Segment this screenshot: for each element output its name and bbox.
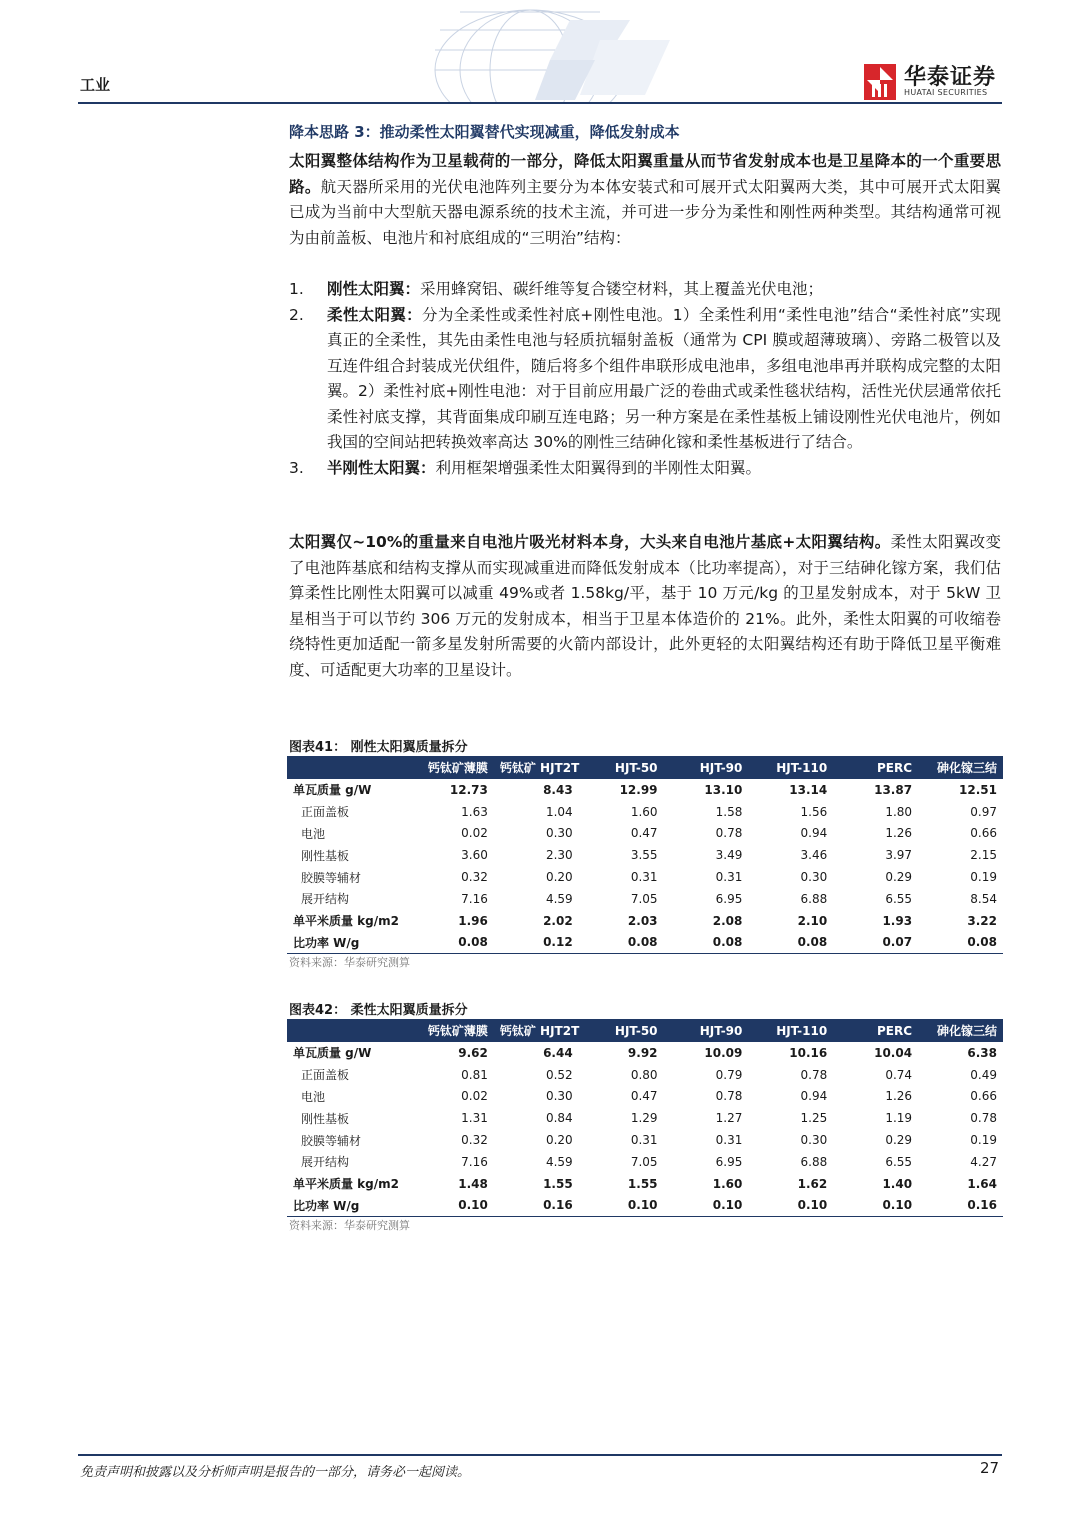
cell: 2.02: [543, 913, 573, 928]
page-number: 27: [980, 1459, 1000, 1477]
cell: 0.16: [494, 1195, 579, 1217]
cell: 0.08: [409, 932, 494, 954]
cell: 0.47: [630, 826, 658, 841]
cell: 0.80: [630, 1067, 658, 1082]
cell: 6.55: [885, 1154, 913, 1169]
table-row: [287, 910, 1003, 932]
section-title: 降本思路 3：推动柔性太阳翼替代实现减重，降低发射成本: [289, 123, 680, 141]
cell: 0.08: [579, 932, 664, 954]
cell: 12.51: [959, 782, 997, 797]
column-header: 砷化镓三结: [918, 756, 1003, 779]
list-item-text: 采用蜂窝铝、碳纤维等复合镂空材料，其上覆盖光伏电池；: [420, 280, 824, 298]
cell: 0.29: [885, 870, 913, 885]
column-header: [287, 756, 409, 779]
cell: 1.63: [461, 804, 488, 819]
cell: 0.66: [970, 826, 997, 841]
cell: 0.47: [630, 1089, 658, 1104]
cell: 6.88: [800, 891, 828, 906]
row-label: 正面盖板: [301, 805, 350, 820]
cell: 0.29: [885, 1133, 913, 1148]
footer-disclaimer: 免责声明和披露以及分析师声明是报告的一部分，请务必一起阅读。: [80, 1465, 471, 1480]
cell: 1.56: [800, 804, 828, 819]
paragraph-intro-text: 航天器所采用的光伏电池阵列主要分为本体安装式和可展开式太阳翼两大类，其中可展开式太阳翼已成为当前中大型航天器电源系统的技术主流，并可进一步分为柔性和刚性两种类型。其结构通常可视为由前盖板、电池片和衬底组成的“三明治”结构：: [289, 177, 1001, 247]
paragraph-weight: [289, 530, 1001, 683]
row-label: 电池: [301, 1089, 326, 1104]
table-header-row: [287, 1019, 1003, 1042]
cell: 0.07: [833, 932, 918, 954]
cell: 0.79: [715, 1067, 743, 1082]
row-label: 单平米质量 kg/m2: [293, 1177, 399, 1192]
row-label: 刚性基板: [301, 1111, 350, 1126]
row-label: 展开结构: [301, 1155, 350, 1170]
cell: 1.96: [458, 913, 488, 928]
table-flexible-wing-mass: [287, 1019, 1003, 1217]
cell: 0.31: [715, 870, 743, 885]
column-header: HJT-50: [579, 1019, 664, 1042]
cell: 4.59: [545, 891, 573, 906]
cell: 0.97: [970, 804, 997, 819]
cell: 0.19: [970, 1133, 997, 1148]
row-label: 展开结构: [301, 892, 350, 907]
row-label: 胶膜等辅材: [301, 1133, 362, 1148]
cell: 6.44: [543, 1045, 573, 1060]
table-row: [287, 844, 1003, 866]
table-row: [287, 1151, 1003, 1173]
column-header: 钙钛矿薄膜: [409, 1019, 494, 1042]
column-header: [287, 1019, 409, 1042]
cell: 3.46: [800, 848, 828, 863]
cell: 0.84: [545, 1111, 573, 1126]
cell: 4.27: [970, 1154, 997, 1169]
cell: 13.14: [789, 782, 828, 797]
row-label: 胶膜等辅材: [301, 870, 362, 885]
column-header: 钙钛矿 HJT2T: [494, 756, 579, 779]
cell: 1.64: [967, 1176, 997, 1191]
paragraph-intro-bold: 太阳翼整体结构作为卫星载荷的一部分，降低太阳翼重量从而节省发射成本也是卫星降本的一个重要思路。: [289, 152, 1001, 196]
table-row: [287, 823, 1003, 845]
row-label: 单瓦质量 g/W: [293, 783, 372, 798]
cell: 1.04: [545, 804, 573, 819]
cell: 0.31: [630, 870, 658, 885]
row-label: 单瓦质量 g/W: [293, 1046, 372, 1061]
list-item-term: 柔性太阳翼：: [327, 305, 422, 324]
cell: 10.16: [789, 1045, 828, 1060]
table-row: [287, 779, 1003, 801]
row-label: 单平米质量 kg/m2: [293, 914, 399, 929]
cell: 0.30: [545, 826, 573, 841]
cell: 1.55: [627, 1176, 658, 1191]
cell: 0.08: [664, 932, 749, 954]
column-header: PERC: [833, 756, 918, 779]
cell: 1.60: [712, 1176, 743, 1191]
cell: 3.55: [630, 848, 658, 863]
table-row: [287, 1086, 1003, 1108]
footer-divider: [78, 1454, 1002, 1456]
cell: 0.10: [833, 1195, 918, 1217]
paragraph-weight-text: 柔性太阳翼改变了电池阵基底和结构支撑从而实现减重进而降低发射成本（比功率提高），对于三结砷化镓方案，我们估算柔性比刚性太阳翼可以减重 49%或者 1.58kg/平，基于 10 万元/kg 的卫星发射成本，对于 5kW 卫星相当于可以节约 306 万元的发射成本，相当于卫星本体造价的 21%。此外，柔性太阳翼的可收缩卷绕特性更加适配一箭多星发射所需要的火箭内部设计，此外更轻的太阳翼结构还有助于降低卫星平衡难度、可适配更大功率的卫星设计。: [289, 533, 1001, 679]
cell: 6.95: [715, 1154, 743, 1169]
cell: 1.55: [543, 1176, 573, 1191]
table-row: [287, 932, 1003, 954]
cell: 2.08: [712, 913, 743, 928]
table-row: [287, 1173, 1003, 1195]
cell: 7.16: [461, 891, 488, 906]
cell: 2.10: [797, 913, 828, 928]
column-header: PERC: [833, 1019, 918, 1042]
cell: 1.19: [885, 1111, 913, 1126]
table-row: [287, 866, 1003, 888]
row-label: 比功率 W/g: [287, 1195, 409, 1217]
cell: 0.94: [800, 1089, 828, 1104]
cell: 0.78: [800, 1067, 828, 1082]
logo-english: HUATAI SECURITIES: [904, 88, 988, 97]
list-item-text: 利用框架增强柔性太阳翼得到的半刚性太阳翼。: [435, 458, 762, 477]
cell: 12.99: [619, 782, 658, 797]
cell: 1.31: [461, 1111, 488, 1126]
cell: 7.05: [630, 1154, 658, 1169]
cell: 0.16: [918, 1195, 1003, 1217]
cell: 0.30: [545, 1089, 573, 1104]
cell: 9.62: [458, 1045, 488, 1060]
logo-chinese: 华泰证券: [904, 65, 997, 90]
cell: 13.87: [874, 782, 913, 797]
cell: 0.02: [461, 1089, 488, 1104]
row-label: 刚性基板: [301, 848, 350, 863]
list-item-number: 1.: [289, 280, 304, 298]
cell: 1.26: [885, 1089, 913, 1104]
cell: 0.74: [885, 1067, 913, 1082]
cell: 10.04: [874, 1045, 913, 1060]
cell: 0.08: [918, 932, 1003, 954]
table-rigid-wing-mass: [287, 756, 1003, 954]
column-header: 砷化镓三结: [918, 1019, 1003, 1042]
table2-title: 图表42： 柔性太阳翼质量拆分: [289, 1003, 468, 1018]
cell: 1.40: [882, 1176, 913, 1191]
cell: 3.49: [715, 848, 743, 863]
cell: 0.10: [664, 1195, 749, 1217]
cell: 1.60: [630, 804, 658, 819]
cell: 0.10: [579, 1195, 664, 1217]
paragraph-intro: [289, 149, 1001, 251]
cell: 6.55: [885, 891, 913, 906]
header-category: 工业: [80, 76, 111, 94]
table-row: [287, 888, 1003, 910]
cell: 6.95: [715, 891, 743, 906]
row-label: 比功率 W/g: [287, 932, 409, 954]
cell: 1.27: [715, 1111, 743, 1126]
header-divider: [78, 102, 1002, 104]
cell: 0.12: [494, 932, 579, 954]
cell: 0.19: [970, 870, 997, 885]
column-header: 钙钛矿 HJT2T: [494, 1019, 579, 1042]
cell: 1.26: [885, 826, 913, 841]
cell: 13.10: [704, 782, 743, 797]
cell: 0.78: [715, 1089, 743, 1104]
cell: 0.52: [545, 1067, 573, 1082]
table-header-row: [287, 756, 1003, 779]
cell: 3.97: [885, 848, 913, 863]
cell: 7.05: [630, 891, 658, 906]
cell: 0.02: [461, 826, 488, 841]
table-row: [287, 1129, 1003, 1151]
column-header: HJT-50: [579, 756, 664, 779]
cell: 0.81: [461, 1067, 488, 1082]
paragraph-weight-bold: 太阳翼仅~10%的重量来自电池片吸光材料本身，大头来自电池片基底+太阳翼结构。: [289, 533, 891, 551]
cell: 8.43: [543, 782, 573, 797]
cell: 3.60: [461, 848, 488, 863]
table1-title: 图表41： 刚性太阳翼质量拆分: [289, 740, 468, 755]
column-header: HJT-110: [748, 756, 833, 779]
table-row: [287, 1107, 1003, 1129]
huatai-logo-icon: [864, 64, 896, 100]
row-label: 正面盖板: [301, 1068, 350, 1083]
wing-type-list: [289, 277, 1001, 481]
cell: 1.80: [885, 804, 913, 819]
cell: 8.54: [970, 891, 997, 906]
list-item: [289, 303, 1001, 456]
table1-source: 资料来源：华泰研究测算: [289, 956, 410, 969]
cell: 0.31: [715, 1133, 743, 1148]
cell: 1.48: [458, 1176, 488, 1191]
cell: 6.88: [800, 1154, 828, 1169]
cell: 7.16: [461, 1154, 488, 1169]
column-header: 钙钛矿薄膜: [409, 756, 494, 779]
cell: 2.03: [627, 913, 658, 928]
row-label: 电池: [301, 826, 326, 841]
cell: 0.32: [461, 870, 488, 885]
table-row: [287, 801, 1003, 823]
cell: 0.78: [715, 826, 743, 841]
column-header: HJT-110: [748, 1019, 833, 1042]
cell: 0.49: [970, 1067, 997, 1082]
cell: 4.59: [545, 1154, 573, 1169]
cell: 0.10: [409, 1195, 494, 1217]
cell: 0.20: [545, 870, 573, 885]
cell: 0.30: [800, 870, 828, 885]
cell: 2.30: [545, 848, 573, 863]
table-row: [287, 1064, 1003, 1086]
cell: 0.31: [630, 1133, 658, 1148]
cell: 0.78: [970, 1111, 997, 1126]
cell: 0.32: [461, 1133, 488, 1148]
cell: 12.73: [449, 782, 488, 797]
list-item-number: 3.: [289, 458, 304, 477]
cell: 0.10: [748, 1195, 833, 1217]
cell: 1.62: [797, 1176, 828, 1191]
cell: 0.20: [545, 1133, 573, 1148]
table2-source: 资料来源：华泰研究测算: [289, 1219, 410, 1232]
cell: 1.93: [882, 913, 913, 928]
cell: 0.66: [970, 1089, 997, 1104]
list-item-number: 2.: [289, 305, 304, 324]
cell: 1.58: [715, 804, 743, 819]
column-header: HJT-90: [664, 1019, 749, 1042]
cell: 10.09: [704, 1045, 743, 1060]
list-item-term: 刚性太阳翼：: [327, 280, 421, 298]
cell: 1.29: [630, 1111, 658, 1126]
cell: 0.94: [800, 826, 828, 841]
list-item: [289, 456, 1001, 482]
cell: 0.30: [800, 1133, 828, 1148]
list-item-term: 半刚性太阳翼：: [327, 458, 436, 477]
cell: 2.15: [970, 848, 997, 863]
cell: 0.08: [748, 932, 833, 954]
cell: 9.92: [627, 1045, 658, 1060]
list-item-text: 分为全柔性或柔性衬底+刚性电池。1）全柔性利用“柔性电池”结合“柔性衬底”实现真正的全柔性，其先由柔性电池与轻质抗辐射盖板（通常为 CPI 膜或超薄玻璃）、旁路二极管以及互连件组合封装成光伏组件，随后将多个组件串联形成电池串，多组电池串再并联构成完整的太阳翼。2）柔性衬底+刚性电池：对于目前应用最广泛的卷曲式或柔性毯状结构，活性光伏层通常依托柔性衬底支撑，其背面集成印刷互连电路；另一种方案是在柔性基板上铺设刚性光伏电池片，例如我国的空间站把转换效率高达 30%的刚性三结砷化镓和柔性基板进行了结合。: [327, 305, 1001, 451]
globe-decoration-icon: [400, 0, 720, 104]
cell: 6.38: [967, 1045, 997, 1060]
list-item: [289, 277, 1001, 303]
column-header: HJT-90: [664, 756, 749, 779]
cell: 3.22: [967, 913, 997, 928]
cell: 1.25: [800, 1111, 828, 1126]
table-row: [287, 1042, 1003, 1064]
table-row: [287, 1195, 1003, 1217]
